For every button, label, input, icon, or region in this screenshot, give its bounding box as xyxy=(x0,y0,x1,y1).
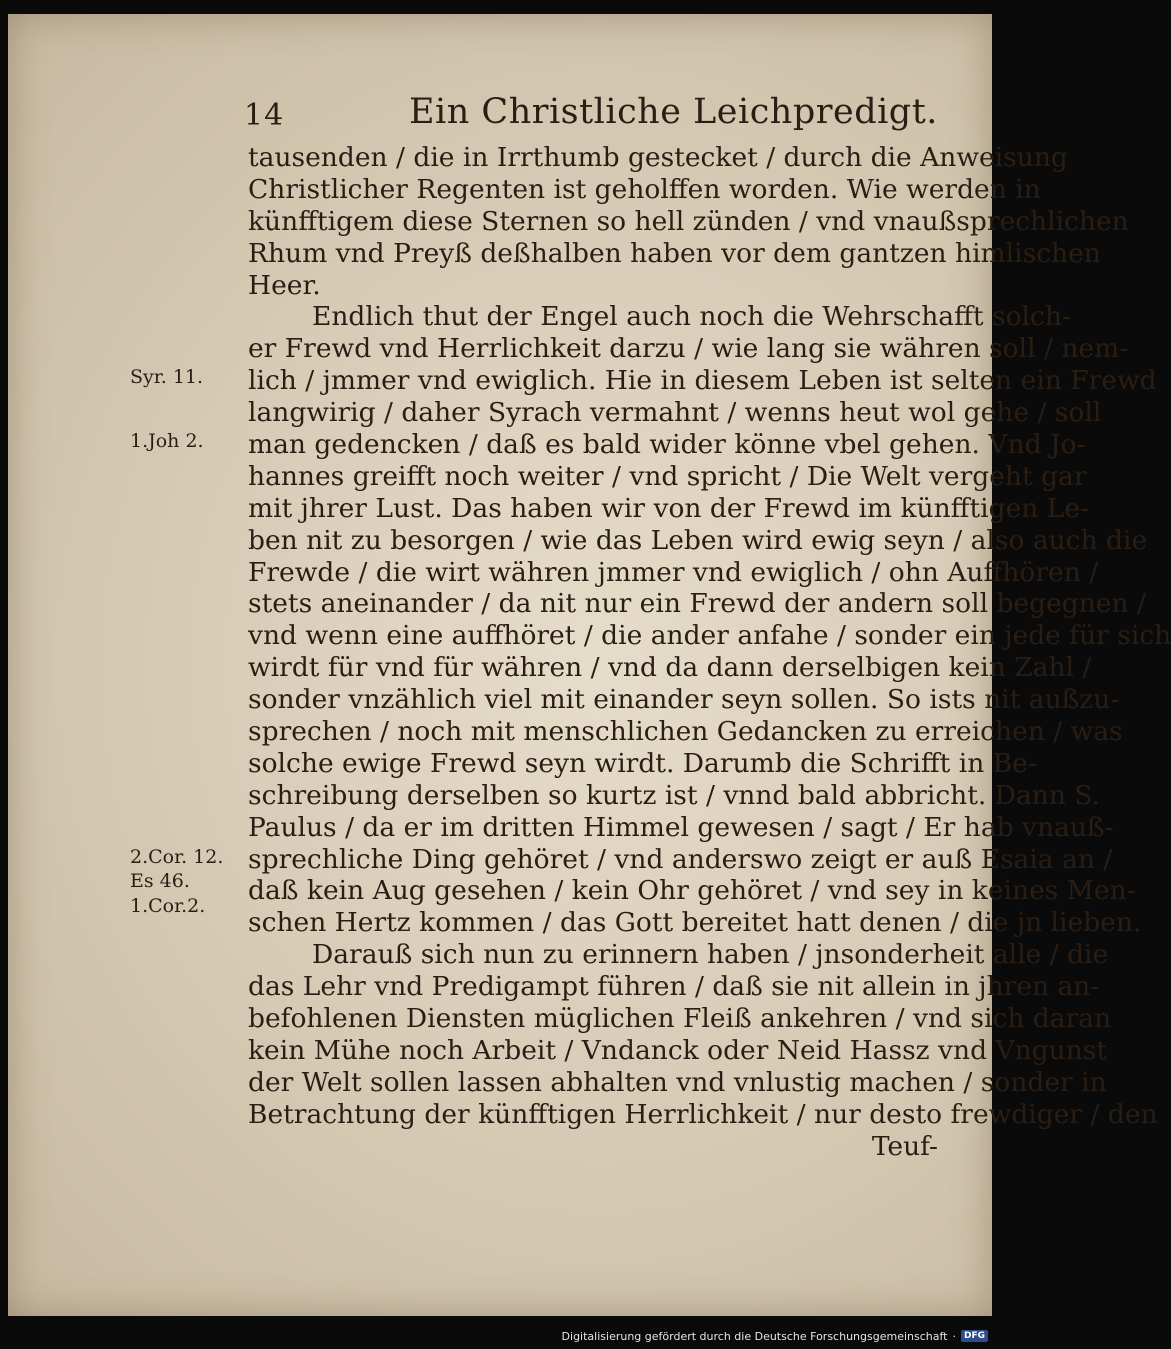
body-text xyxy=(248,142,1171,1163)
text-line: tausenden / die in Irrthumb gestecket / durch die Anweisung xyxy=(248,142,1068,173)
text-line: schreibung derselben so kurtz ist / vnnd bald abbricht. Dann S. xyxy=(248,779,1100,811)
text-line: stets aneinander / da nit nur ein Frewd der andern soll begegnen / xyxy=(248,588,1146,620)
text-line: lich / jmmer vnd ewiglich. Hie in diesem Leben ist selten ein Frewd xyxy=(248,365,1157,397)
text-line: der Welt sollen lassen abhalten vnd vnlustig machen / sonder in xyxy=(248,1066,1107,1098)
text-line: das Lehr vnd Predigampt führen / daß sie nit allein in jhren an- xyxy=(248,971,1100,1003)
footer-credit xyxy=(562,1325,988,1347)
margin-note: Es 46. xyxy=(130,870,190,892)
text-line: sprechliche Ding gehöret / vnd anderswo zeigt er auß Esaia an / xyxy=(248,843,1113,875)
text-line: Darauß sich nun zu erinnern haben / jnsonderheit alle / die xyxy=(312,939,1109,971)
margin-note: Syr. 11. xyxy=(130,366,204,388)
text-line: hannes greifft noch weiter / vnd spricht / Die Welt vergeht gar xyxy=(248,460,1087,492)
text-line: Betrachtung der künfftigen Herrlichkeit / nur desto frewdiger / den xyxy=(248,1098,1158,1130)
text-line: man gedencken / daß es bald wider könne vbel gehen. Vnd Jo- xyxy=(248,429,1086,461)
text-line: ben nit zu besorgen / wie das Leben wird ewig seyn / also auch die xyxy=(248,524,1148,556)
text-line: Heer. xyxy=(248,269,321,301)
running-title: Ein Christliche Leichpredigt. xyxy=(409,92,938,132)
page-header xyxy=(244,92,964,136)
text-line: sonder vnzählich viel mit einander seyn sollen. So ists nit außzu- xyxy=(248,684,1120,716)
text-line: solche ewige Frewd seyn wirdt. Darumb die Schrifft in Be- xyxy=(248,747,1037,779)
text-line: Rhum vnd Preyß deßhalben haben vor dem gantzen himlischen xyxy=(248,237,1101,269)
text-line: mit jhrer Lust. Das haben wir von der Frewd im künfftigen Le- xyxy=(248,492,1089,524)
text-line: sprechen / noch mit menschlichen Gedancken zu erreichen / was xyxy=(248,716,1123,748)
text-line: kein Mühe noch Arbeit / Vndanck oder Neid Hassz vnd Vngunst xyxy=(248,1034,1108,1066)
margin-note: 1.Cor.2. xyxy=(130,895,206,917)
text-line: befohlenen Diensten müglichen Fleiß ankehren / vnd sich daran xyxy=(248,1003,1112,1035)
text-line: daß kein Aug gesehen / kein Ohr gehöret / vnd sey in keines Men- xyxy=(248,875,1136,907)
text-line: Frewde / die wirt währen jmmer vnd ewiglich / ohn Auffhören / xyxy=(248,556,1099,588)
page-number: 14 xyxy=(244,98,285,133)
text-line: Christlicher Regenten ist geholffen worden. Wie werden in xyxy=(248,173,1041,205)
dfg-logo-icon: DFG xyxy=(961,1330,988,1342)
catchword: Teuf- xyxy=(871,1130,938,1162)
text-line: langwirig / daher Syrach vermahnt / wenns heut wol gehe / soll xyxy=(248,397,1102,429)
text-line: er Frewd vnd Herrlichkeit darzu / wie lang sie währen soll / nem- xyxy=(248,333,1129,365)
margin-note: 1.Joh 2. xyxy=(130,430,204,452)
text-line: Paulus / da er im dritten Himmel gewesen / sagt / Er hab vnauß- xyxy=(248,811,1114,843)
text-line: künfftigem diese Sternen so hell zünden / vnd vnaußsprechlichen xyxy=(248,205,1129,237)
text-line: Endlich thut der Engel auch noch die Wehrschafft solch- xyxy=(312,301,1071,333)
margin-note: 2.Cor. 12. xyxy=(130,846,224,868)
text-line: wirdt für vnd für währen / vnd da dann derselbigen kein Zahl / xyxy=(248,652,1092,684)
footer-text: Digitalisierung gefördert durch die Deutsche Forschungsgemeinschaft xyxy=(561,1329,948,1343)
text-line: vnd wenn eine auffhöret / die ander anfahe / sonder ein jede für sich xyxy=(248,620,1171,652)
text-line: schen Hertz kommen / das Gott bereitet hatt denen / die jn lieben. xyxy=(248,907,1142,939)
footer-separator: · xyxy=(952,1329,956,1343)
